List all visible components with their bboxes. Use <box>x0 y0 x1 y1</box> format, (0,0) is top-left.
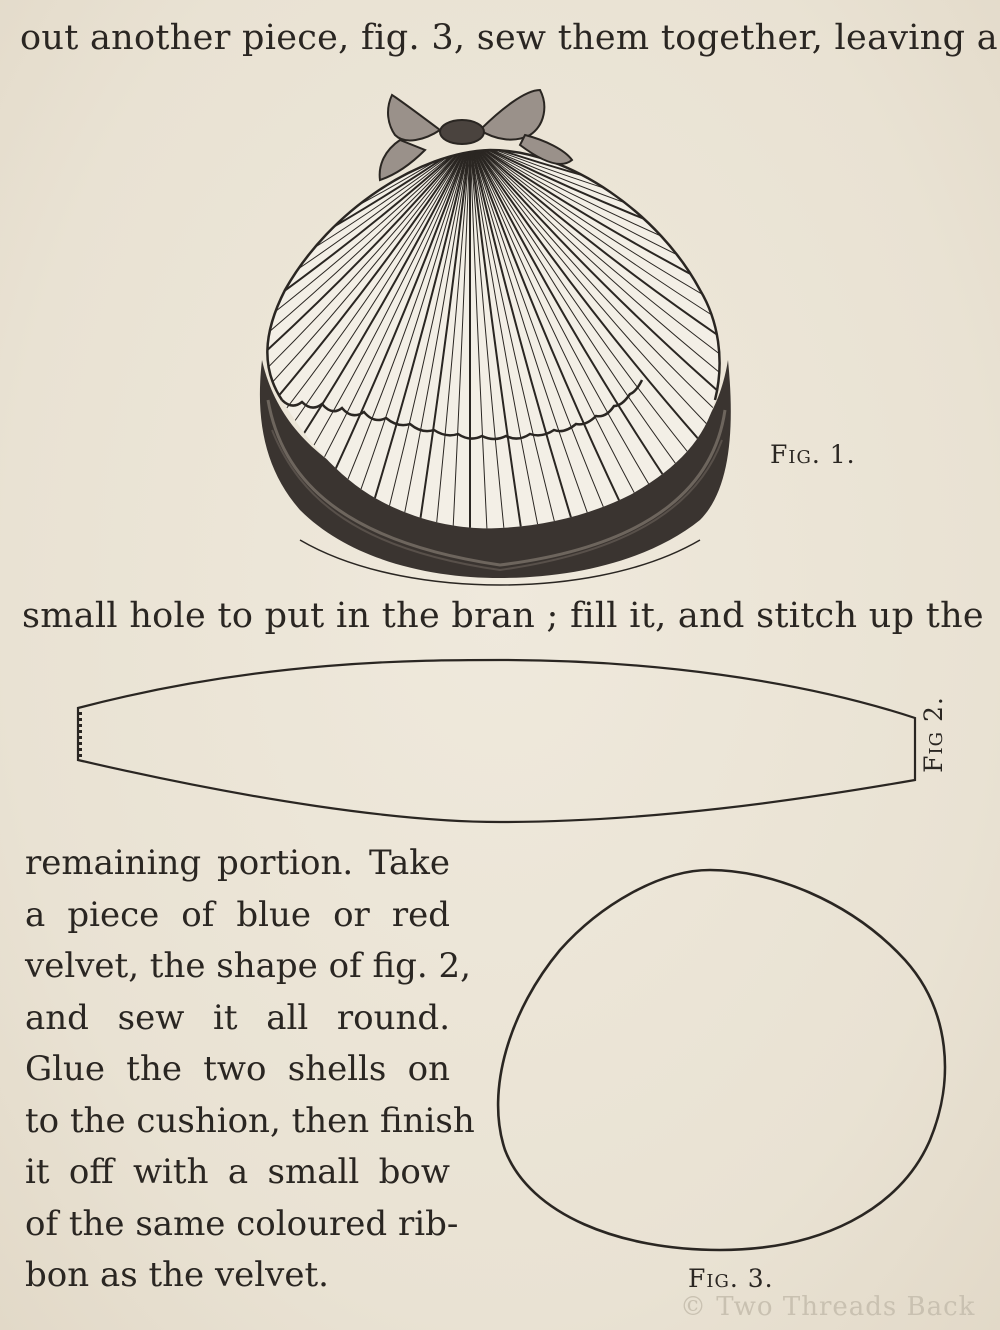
paragraph-line: to the cushion, then finish <box>25 1100 475 1141</box>
paragraph-line: bon as the velvet. <box>25 1255 329 1295</box>
paragraph-line: remaining portion. Take <box>25 843 450 883</box>
paragraph-block <box>25 838 475 1302</box>
text-line-2: small hole to put in the bran ; fill it, and stitch up the <box>22 596 984 636</box>
paragraph-line: Glue the two shells on <box>25 1049 450 1089</box>
paragraph-line: a piece of blue or red <box>25 894 450 935</box>
paragraph-line: of the same coloured rib- <box>25 1203 459 1244</box>
fig2-caption: Fig 2. <box>918 696 948 773</box>
fig1-caption: Fig. 1. <box>770 440 856 469</box>
text-line-1: out another piece, fig. 3, sew them together, leaving a <box>20 18 998 58</box>
copyright-watermark: © Two Threads Back <box>680 1292 976 1322</box>
fig1-shell-illustration <box>0 0 1000 600</box>
fig3-caption: Fig. 3. <box>688 1264 774 1293</box>
paragraph-line: it off with a small bow <box>25 1152 450 1192</box>
paragraph-line: and sew it all round. <box>25 997 450 1038</box>
paragraph-line: velvet, the shape of fig. 2, <box>25 946 471 986</box>
